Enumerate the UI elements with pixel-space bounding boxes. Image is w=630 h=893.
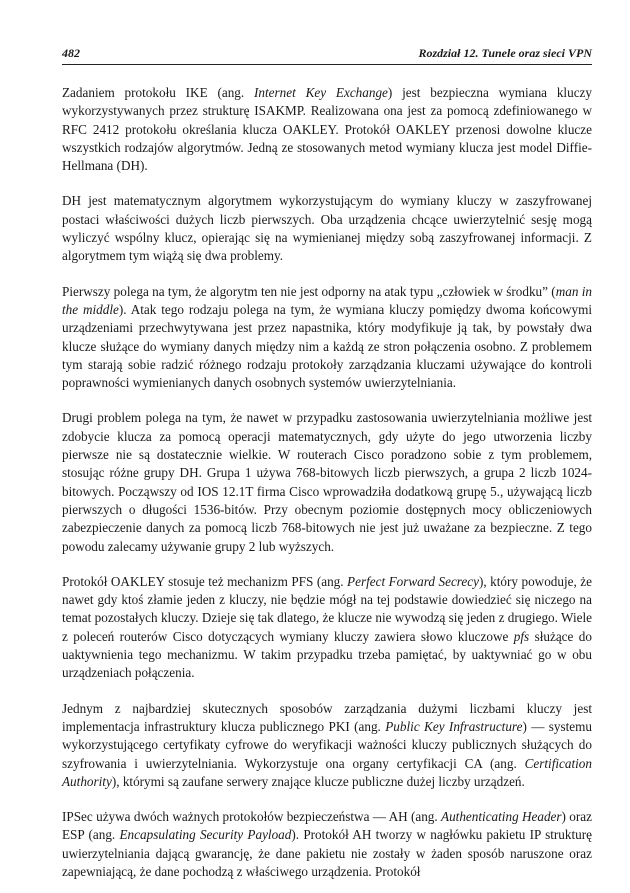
paragraph-pki xyxy=(62,700,592,791)
keyword-italic: pfs xyxy=(513,628,530,644)
text-run: Protokół OAKLEY stosuje też mechanizm PFS (ang. xyxy=(62,573,348,589)
term-italic: Authenticating Header xyxy=(441,809,562,825)
text-run: ) oraz ESP (ang. xyxy=(62,809,592,843)
text-run: ). Atak tego rodzaju polega na tym, że wymiana kluczy pomiędzy dwoma końcowymi urządzeniami przechwytywana jest przez napastnika, który modyfikuje ją tak, by powstały dwa klucze służące do wymiany danych między nim a każdą ze stron połączenia osobno. Z problemem tym starają sobie radzić różnego rodzaju protokoły zarządzania kluczami używające do kontroli poprawności wymienianych danych osobnych systemów uwierzytelniania. xyxy=(62,301,592,391)
text-run: służące do uaktywnienia tego mechanizmu. W takim przypadku trzeba pamiętać, by uaktywniać go w obu urządzeniach połączenia. xyxy=(62,628,592,681)
text-run: Drugi problem polega na tym, że nawet w przypadku zastosowania uwierzytelniania możliwe jest zdobycie klucza za pomocą operacji matematycznych, gdy użyte do jego utworzenia liczby pierwsze nie są dostatecznie wielkie. W routerach Cisco poradzono sobie z tym problemem, stosując różne grupy DH. Grupa 1 używa 768-bitowych liczb pierwszych, a grupa 2 liczb 1024-bitowych. Począwszy od IOS 12.1T firma Cisco wprowadziła dodatkową grupę 5., używającą liczb pierwszych o długości 1536-bitów. Przy obecnym poziomie dostępnych mocy obliczeniowych zabezpieczenie danych za pomocą liczb 768-bitowych nie jest już uważane za bezpieczne. Z tego powodu zalecamy używanie grupy 2 lub wyższych. xyxy=(62,410,592,554)
text-run: ) — systemu wykorzystującego certyfikaty cyfrowe do weryfikacji ważności kluczy publicznych służących do szyfrowania i uwierzytelniania. Wykorzystuje ona organy certyfikacji CA (ang. xyxy=(62,718,592,771)
paragraph-dh xyxy=(62,192,592,265)
text-run: ) jest bezpieczna wymiana kluczy wykorzystywanych przez strukturę ISAKMP. Realizowana ona jest za pomocą zdefiniowanego w RFC 2412 protokołu określania klucza OAKLEY. Protokół OAKLEY przenosi dowolne klucze wszystkich rodzajów algorytmów. Jedną ze stosowanych metod wymiany klucza jest model Diffie-Hellmana (DH). xyxy=(62,85,592,174)
term-italic: man in the middle xyxy=(62,283,592,317)
term-italic: Certification Authority xyxy=(62,755,592,789)
text-run: ). Protokół AH tworzy w nagłówku pakietu IP strukturę uwierzytelniania dającą gwarancję, że dane pakietu nie zostały w żaden sposób naruszone oraz zapewniającą, że dane pochodzą z właściwego urządzenia. Protokół xyxy=(62,827,592,879)
paragraph-pfs xyxy=(62,573,592,683)
paragraph-mitm xyxy=(62,283,592,393)
term-italic: Internet Key Exchange xyxy=(254,85,388,100)
text-run: IPSec używa dwóch ważnych protokołów bezpieczeństwa — AH (ang. xyxy=(62,809,442,825)
term-italic: Public Key Infrastructure xyxy=(385,718,523,734)
chapter-title: Rozdział 12. Tunele oraz sieci VPN xyxy=(418,46,592,60)
paragraph-dh-groups xyxy=(62,409,592,555)
page-number: 482 xyxy=(62,46,80,60)
term-italic: Perfect Forward Secrecy xyxy=(347,573,479,589)
text-run: Jednym z najbardziej skutecznych sposobów zarządzania dużymi liczbami kluczy jest implementacja infrastruktury klucza publicznego PKI (ang. xyxy=(62,700,592,734)
term-italic: Encapsulating Security Payload xyxy=(119,827,292,843)
running-header xyxy=(62,44,592,65)
paragraph-ike xyxy=(62,84,592,175)
text-run: DH jest matematycznym algorytmem wykorzystującym do wymiany kluczy w zaszyfrowanej postaci właściwości dużych liczb pierwszych. Oba urządzenia chcące uwierzytelnić sesję mogą wyliczyć wspólny klucz, opierając się na wymienianej między sobą zaszyfrowanej informacji. Z algorytmem tym wiążą się dwa problemy. xyxy=(62,193,592,264)
text-run: ), który powoduje, że nawet gdy ktoś złamie jeden z kluczy, nie będzie mógł na tej podstawie dowiedzieć się niczego na temat pozostałych kluczy. Dzieje się tak dlatego, że klucze nie wywodzą się jeden z drugiego. Wiele z poleceń routerów Cisco dotyczących wymiany kluczy zawiera słowo kluczowe xyxy=(62,573,592,644)
text-run: ), którymi są zaufane serwery znające klucze publiczne dużej liczby urządzeń. xyxy=(111,773,525,789)
text-run: Pierwszy polega na tym, że algorytm ten nie jest odporny na atak typu „człowiek w środku” ( xyxy=(62,283,556,299)
text-run: Zadaniem protokołu IKE (ang. xyxy=(62,85,255,100)
body-text xyxy=(62,84,592,893)
paragraph-ipsec xyxy=(62,808,592,881)
